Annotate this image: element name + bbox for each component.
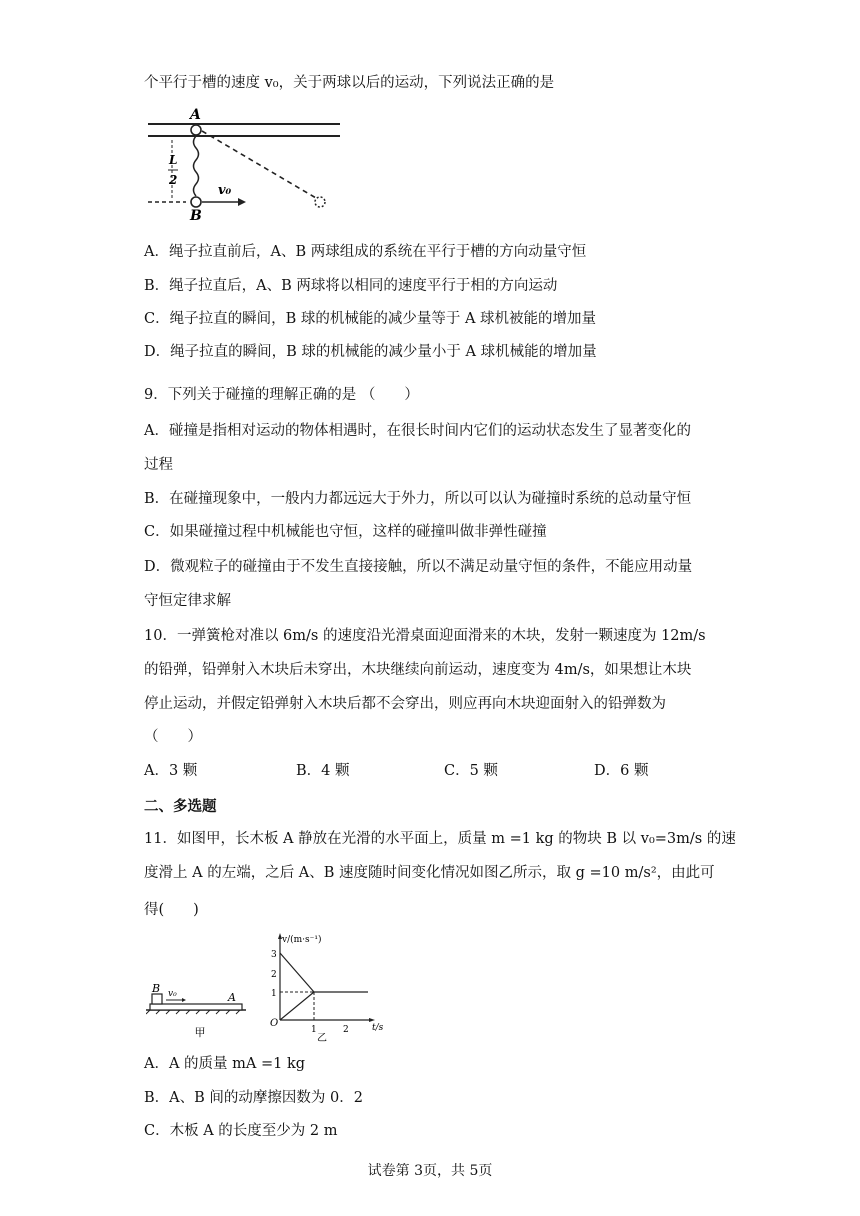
q11-option-c: C．木板 A 的长度至少为 2 m [144,1123,338,1139]
q9-line-2: 过程 [144,457,173,473]
q8-label-A: A [190,107,201,123]
q9-line-5: D．微观粒子的碰撞由于不发生直接接触，所以不满足动量守恒的条件，不能应用动量 [144,559,693,575]
q8-option-a: A．绳子拉直前后，A、B 两球组成的系统在平行于槽的方向动量守恒 [144,244,587,260]
q11-yi-caption: 乙 [317,1033,327,1042]
q10-line-3: 停止运动，并假定铅弹射入木块后都不会穿出，则应再向木块迎面射入的铅弹数为 [144,696,666,712]
q11-yi-ytick-3: 3 [271,950,277,960]
q8-option-d: D．绳子拉直的瞬间，B 球的机械能的减少量小于 A 球机械能的增加量 [144,344,597,360]
q11-line-2: 度滑上 A 的左端，之后 A、B 速度随时间变化情况如图乙所示，取 g =10 m/s²，由此可 [144,865,715,881]
q8-option-c: C．绳子拉直的瞬间，B 球的机械能的减少量等于 A 球机被能的增加量 [144,311,597,327]
page-footer: 试卷第 3页，共 5页 [367,1163,493,1179]
q10-line-1: 10．一弹簧枪对准以 6m/s 的速度沿光滑桌面迎面滑来的木块，发射一颗速度为 12m/s [144,628,706,644]
q8-label-v0: v₀ [218,183,232,198]
q11-line-3: 得( ) [144,902,199,918]
q11-yi-xtick-2: 2 [343,1025,349,1035]
q11-jia-label-v0: v₀ [168,989,177,999]
q11-jia-label-A: A [228,991,236,1004]
q9-line-6: 守恒定律求解 [144,593,231,609]
q11-jia-label-B: B [152,982,161,995]
q11-yi-origin: O [270,1018,279,1029]
q11-yi-xtick-1: 1 [311,1025,317,1035]
q11-yi-xlabel: t/s [372,1023,384,1033]
q9-stem: 9．下列关于碰撞的理解正确的是 （ ） [144,387,419,403]
q11-yi-ytick-1: 1 [271,989,277,999]
q11-line-1: 11．如图甲，长木板 A 静放在光滑的水平面上，质量 m =1 kg 的物块 B 以 v₀=3m/s 的速 [144,831,736,847]
q8-option-b: B．绳子拉直后，A、B 两球将以相同的速度平行于相的方向运动 [144,278,558,294]
q8-label-L: L [169,153,178,167]
q8-figure [146,106,342,224]
q10-option-c: C．5 颗 [444,763,498,779]
q10-line-4: （ ） [144,729,202,745]
q10-option-a: A．3 颗 [144,763,198,779]
q10-line-2: 的铅弹，铅弹射入木块后未穿出，木块继续向前运动，速度变为 4m/s，如果想让木块 [144,662,692,678]
q8-label-2: 2 [169,173,178,187]
q9-line-4: C．如果碰撞过程中机械能也守恒，这样的碰撞叫做非弹性碰撞 [144,524,547,540]
section-heading-multiple-choice: 二、多选题 [144,798,217,815]
q10-option-d: D．6 颗 [594,763,649,779]
q11-yi-ylabel: v/(m·s⁻¹) [282,935,322,945]
q11-figure-yi [262,930,392,1042]
q11-jia-caption: 甲 [194,1026,206,1039]
q9-line-1: A．碰撞是指相对运动的物体相遇时，在很长时间内它们的运动状态发生了显著变化的 [144,423,691,439]
q11-yi-ytick-2: 2 [271,970,277,980]
q11-option-a: A．A 的质量 mA =1 kg [144,1056,306,1072]
q11-figure-jia [146,980,252,1042]
q8-label-B: B [190,208,202,224]
q9-line-3: B．在碰撞现象中，一般内力都远远大于外力，所以可以认为碰撞时系统的总动量守恒 [144,491,692,507]
q10-option-b: B．4 颗 [296,763,350,779]
question-8-stem-tail: 个平行于槽的速度 v₀，关于两球以后的运动，下列说法正确的是 [144,75,555,91]
q11-option-b: B．A、B 间的动摩擦因数为 0．2 [144,1090,363,1106]
